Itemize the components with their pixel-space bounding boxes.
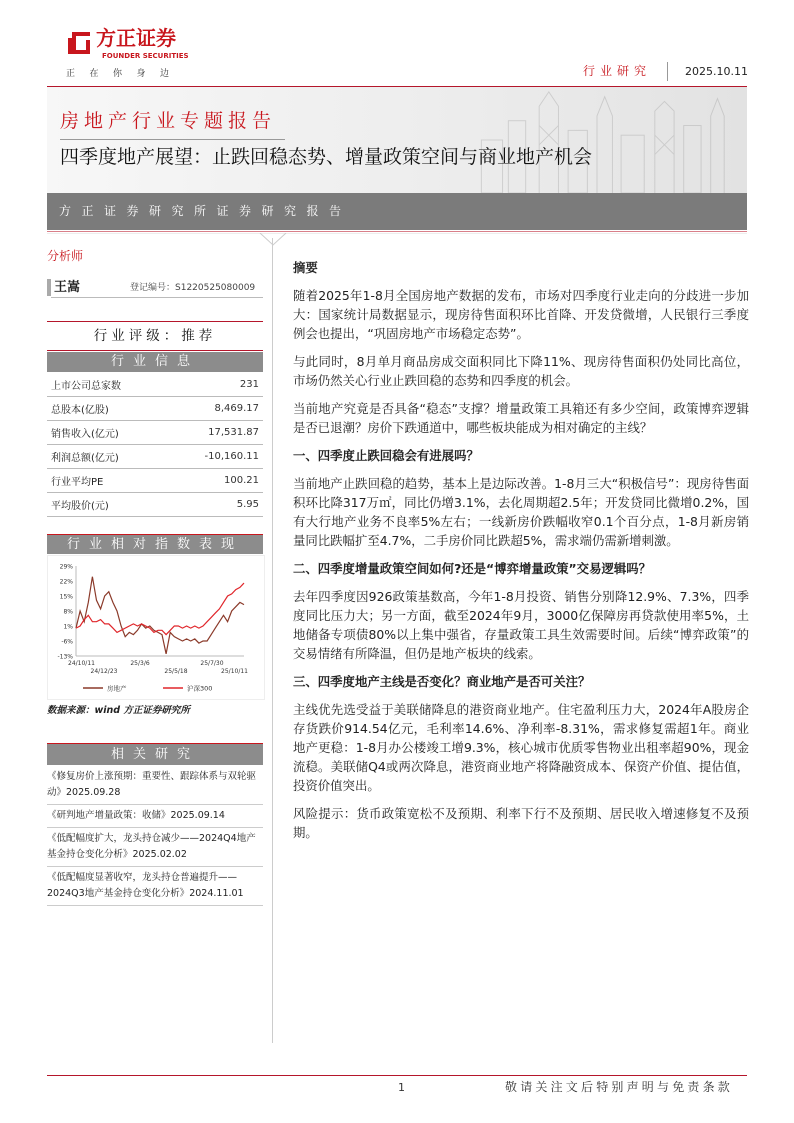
x-tick-label: 24/12/23 xyxy=(90,668,118,675)
y-tick-label: 1% xyxy=(63,623,73,631)
related-research-header: 相关研究 xyxy=(47,744,263,765)
column-divider xyxy=(272,238,273,1043)
info-label: 总股本(亿股) xyxy=(47,397,167,421)
y-tick-label: 22% xyxy=(59,578,73,586)
analyst-label: 分析师 xyxy=(47,249,84,263)
related-research-list xyxy=(47,766,263,906)
related-report-link[interactable]: 《修复房价上涨预期：重要性、跟踪体系与双轮驱动》2025.09.28 xyxy=(47,766,263,805)
band-rule xyxy=(47,231,747,232)
x-tick-label: 24/10/11 xyxy=(68,660,95,667)
section-paragraph: 去年四季度因926政策基数高，今年1-8月投资、销售分别降12.9%、7.3%，四季度同比压力大；另一方面，截至2024年9月，3000亿保障房再贷款使用率5%，土地储备专项债80%以上集中强省，存量政策工具生效需要时间。后续“博弈政策”的交易情绪有所降温，但仍是地产板块的线索。 xyxy=(293,589,749,661)
risk-warning: 风险提示：货币政策宽松不及预期、利率下行不及预期、居民收入增速修复不及预期。 xyxy=(293,806,749,840)
industry-rating: 行业评级：推荐 xyxy=(93,328,217,344)
info-value: 5.95 xyxy=(167,493,263,517)
y-tick-label: 8% xyxy=(63,608,73,616)
info-label: 行业平均PE xyxy=(47,469,167,493)
report-type: 行业研究 xyxy=(583,64,652,78)
y-tick-label: -6% xyxy=(61,638,73,646)
disclaimer-note: 敬请关注文后特别声明与免责条款 xyxy=(505,1080,734,1094)
summary-section xyxy=(293,258,749,851)
x-tick-label: 25/10/11 xyxy=(221,668,248,675)
page-number: 1 xyxy=(398,1081,405,1094)
band-rule-light xyxy=(47,233,747,234)
section-heading-2: 二、四季度增量政策空间如何?还是“博弈增量政策”交易逻辑吗？ xyxy=(293,561,652,576)
footer-rule xyxy=(47,1075,747,1076)
related-report-link[interactable]: 《低配幅度扩大，龙头持仓减少——2024Q4地产基金持仓变化分析》2025.02.02 xyxy=(47,828,263,867)
section-paragraph: 当前地产止跌回稳的趋势，基本上是边际改善。1-8月三大“积极信号”：现房待售面积环比降317万㎡，同比仍增3.1%，去化周期超2.5年；开发贷同比微增0.2%，国有大行地产业务不良率5%左右；一线新房价跌幅收窄0.1个百分点，1-8月新房销量同比跌幅扩至4.7%，二手房价同比跌超5%，需求端仍需新增刺激。 xyxy=(293,476,749,548)
title-banner xyxy=(47,87,747,193)
rating-rule-top xyxy=(47,321,263,322)
category-underline xyxy=(60,139,285,140)
x-tick-label: 25/3/6 xyxy=(130,660,150,667)
report-category: 房地产行业专题报告 xyxy=(60,110,277,132)
header-separator xyxy=(667,62,668,81)
table-row xyxy=(47,421,263,445)
industry-info-table xyxy=(47,373,263,517)
analyst-accent xyxy=(47,279,51,296)
info-value: 100.21 xyxy=(167,469,263,493)
info-value: 17,531.87 xyxy=(167,421,263,445)
legend-label: 沪深300 xyxy=(187,684,213,693)
info-value: -10,160.11 xyxy=(167,445,263,469)
skyline-illustration-icon xyxy=(447,87,747,193)
summary-paragraph: 当前地产究竟是否具备“稳态”支撑？增量政策工具箱还有多少空间，政策博弈逻辑是否已退潮？房价下跌通道中，哪些板块能成为相对确定的主线？ xyxy=(293,401,749,435)
info-value: 231 xyxy=(167,373,263,397)
logo-en-text: FOUNDER SECURITIES xyxy=(102,52,189,60)
data-source: 数据来源：wind 方正证券研究所 xyxy=(47,705,190,716)
x-tick-label: 25/5/18 xyxy=(164,668,188,675)
divider-notch-icon xyxy=(258,233,288,249)
analyst-registration: 登记编号：S1220525080009 xyxy=(130,283,256,293)
section-heading-1: 一、四季度止跌回稳会有进展吗？ xyxy=(293,448,479,463)
x-tick-label: 25/7/30 xyxy=(200,660,224,667)
summary-heading: 摘要 xyxy=(293,260,318,275)
table-row xyxy=(47,469,263,493)
report-date: 2025.10.11 xyxy=(685,65,748,78)
institute-band xyxy=(47,193,747,230)
info-label: 上市公司总家数 xyxy=(47,373,167,397)
table-row xyxy=(47,445,263,469)
analyst-rule xyxy=(51,297,263,298)
y-tick-label: -13% xyxy=(57,653,73,661)
report-title: 四季度地产展望：止跌回稳态势、增量政策空间与商业地产机会 xyxy=(60,146,593,168)
chart-svg xyxy=(48,556,264,699)
table-row xyxy=(47,373,263,397)
section-paragraph: 主线优先选受益于美联储降息的港资商业地产。住宅盈利压力大，2024年A股房企存货跌价914.54亿元，毛利率14.6%、净利率-8.31%，需求修复需超1年。商业地产更稳：1-8月办公楼竣工增9.3%，核心城市优质零售物业出租率超90%，现金流稳。美联储Q4或两次降息，港资商业地产将降融资成本、保资产价值、提估值，投资价值突出。 xyxy=(293,702,749,793)
summary-paragraph: 与此同时，8月单月商品房成交面积同比下降11%、现房待售面积仍处同比高位，市场仍然关心行业止跌回稳的态势和四季度的机会。 xyxy=(293,354,749,388)
table-row xyxy=(47,397,263,421)
section-heading-3: 三、四季度地产主线是否变化？商业地产是否可关注？ xyxy=(293,674,591,689)
table-row xyxy=(47,493,263,517)
info-label: 利润总额(亿元) xyxy=(47,445,167,469)
y-tick-label: 15% xyxy=(59,593,73,601)
slogan: 正在你身边 xyxy=(66,69,184,79)
related-report-link[interactable]: 《低配幅度显著收窄，龙头持仓普遍提升——2024Q3地产基金持仓变化分析》2024.11.01 xyxy=(47,867,263,906)
relative-index-chart xyxy=(47,555,265,700)
related-report-link[interactable]: 《研判地产增量政策：收储》2025.09.14 xyxy=(47,805,263,828)
industry-info-header: 行业信息 xyxy=(47,352,263,372)
series-line-real-estate xyxy=(76,577,244,654)
legend-label: 房地产 xyxy=(107,684,127,693)
info-value: 8,469.17 xyxy=(167,397,263,421)
info-label: 销售收入(亿元) xyxy=(47,421,167,445)
rating-rule-bottom xyxy=(47,350,263,351)
chart-header: 行业相对指数表现 xyxy=(47,535,263,554)
institute-text: 方正证券研究所证券研究报告 xyxy=(59,204,352,218)
y-tick-label: 29% xyxy=(59,563,73,571)
logo-mark-icon xyxy=(66,30,92,56)
logo-cn-text: 方正证券 xyxy=(96,26,176,50)
summary-paragraph: 随着2025年1-8月全国房地产数据的发布，市场对四季度行业走向的分歧进一步加大：国家统计局数据显示，现房待售面积环比首降、开发贷微增，人民银行三季度例会也提出，“巩固房地产市场稳定态势”。 xyxy=(293,288,749,341)
analyst-name: 王嵩 xyxy=(54,280,81,295)
company-logo xyxy=(66,27,196,67)
info-label: 平均股价(元) xyxy=(47,493,167,517)
